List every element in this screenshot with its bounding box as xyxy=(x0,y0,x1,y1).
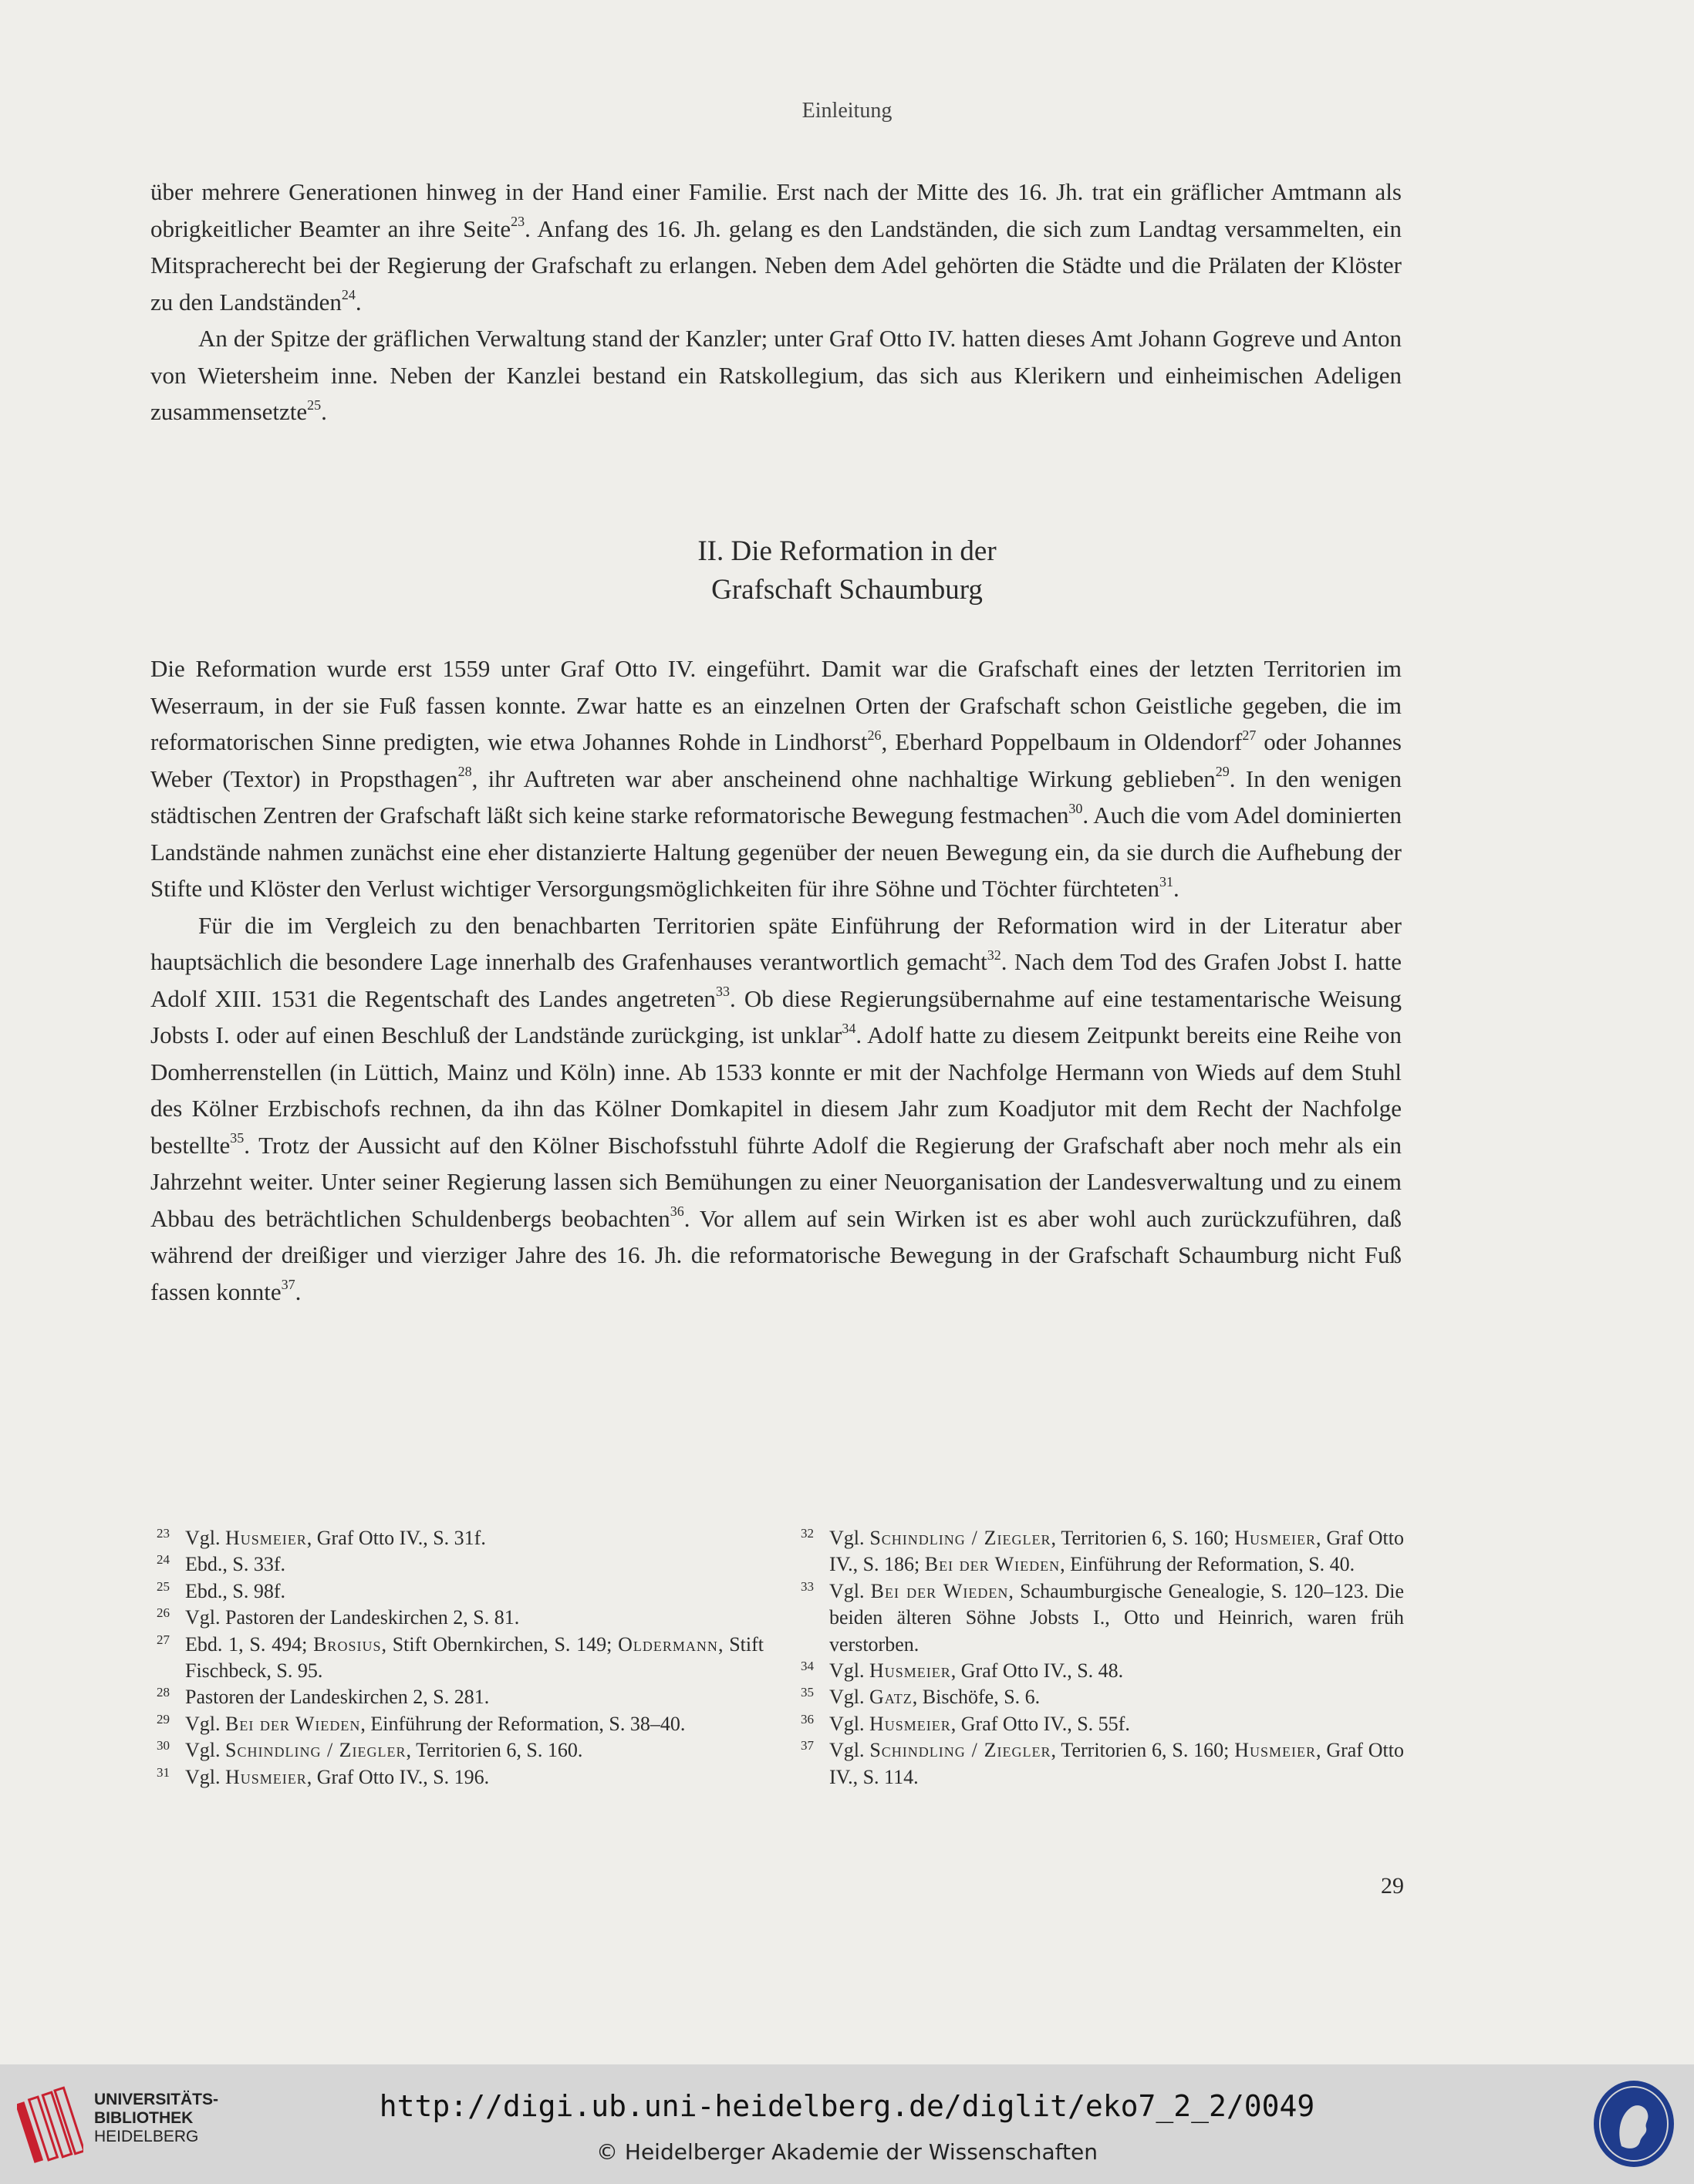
permalink-url[interactable]: http://digi.ub.uni-heidelberg.de/diglit/eko7_2_2/0049 xyxy=(379,2089,1315,2123)
footnote-ref[interactable]: 33 xyxy=(715,984,730,1000)
footnote xyxy=(795,1737,1404,1791)
author-name: Schindling / Ziegler xyxy=(225,1739,407,1762)
footnote-text: , Territorien 6, S. 160; xyxy=(1051,1527,1235,1549)
footnote-number: 33 xyxy=(801,1578,814,1594)
footnote-text: , Stift Obernkirchen, S. 149; xyxy=(381,1632,619,1656)
paragraph: über mehrere Generationen hinweg in der Hand einer Familie. Erst nach der Mitte des 16. Jh. trat ein gräflicher Amtmann als obrigkeitlicher Beamter an ihre Seite$^{23}$. Anfang des 16. Jh. gelang es den Landständen, die sich zum Landtag versammelten, ein Mitspracherecht bei der Regierung der Grafschaft zu erlangen. Neben dem Adel gehörten die Städte und die Prälaten der Klöster zu den Landständen$^{24}$. xyxy=(150,178,1402,316)
author-name: Husmeier xyxy=(225,1765,307,1788)
footnote-number: 32 xyxy=(801,1526,814,1541)
footnote xyxy=(150,1764,764,1791)
footnote-ref[interactable]: 25 xyxy=(307,397,322,413)
author-name: Bei der Wieden xyxy=(225,1712,361,1735)
footnote xyxy=(150,1605,764,1631)
author-name: Gatz xyxy=(869,1686,913,1709)
footnote-text: , Graf Otto IV., S. 31f. xyxy=(306,1527,486,1549)
footnote xyxy=(150,1578,764,1605)
footnote-number: 24 xyxy=(157,1552,170,1568)
footnote-text: , Territorien 6, S. 160. xyxy=(406,1739,583,1762)
author-name: Schindling / Ziegler xyxy=(869,1527,1051,1549)
footnote-number: 28 xyxy=(157,1685,170,1700)
author-name: Brosius xyxy=(313,1632,382,1656)
footnote xyxy=(150,1632,764,1685)
footnote-text: Vgl. xyxy=(829,1659,869,1683)
footnote-text: Vgl. xyxy=(185,1527,225,1549)
footnotes-left-column xyxy=(150,1525,764,1791)
footnote xyxy=(150,1551,764,1578)
author-name: Husmeier xyxy=(869,1712,951,1735)
footnote xyxy=(795,1684,1404,1710)
footnote-text: , Graf Otto IV., S. 186; xyxy=(829,1527,1405,1576)
footnote-ref[interactable]: 29 xyxy=(1215,764,1230,780)
footnote-text: Vgl. xyxy=(829,1739,870,1762)
page-number: 29 xyxy=(1381,1873,1404,1899)
footnote xyxy=(150,1684,764,1710)
footnote-text: Vgl. Pastoren der Landeskirchen 2, S. 81. xyxy=(185,1606,520,1629)
footnote-ref[interactable]: 34 xyxy=(842,1020,856,1036)
footnote-text: Ebd., S. 33f. xyxy=(185,1553,285,1576)
footnote-text: Vgl. xyxy=(185,1739,225,1762)
footnote-ref[interactable]: 36 xyxy=(670,1203,684,1220)
footnote-ref[interactable]: 23 xyxy=(511,214,525,230)
footnote-number: 34 xyxy=(801,1659,814,1674)
footnote-ref[interactable]: 37 xyxy=(281,1277,295,1293)
footnote-text: Vgl. xyxy=(829,1579,871,1602)
footnote-ref[interactable]: 32 xyxy=(987,947,1001,963)
footnote-number: 23 xyxy=(157,1526,170,1541)
author-name: Bei der Wieden xyxy=(924,1553,1061,1576)
footnote-ref[interactable]: 35 xyxy=(230,1130,245,1146)
footnote xyxy=(795,1658,1404,1684)
author-name: Schindling / Ziegler xyxy=(869,1739,1051,1762)
footnote xyxy=(150,1525,764,1551)
footnote-text: Vgl. xyxy=(829,1712,869,1735)
author-name: Husmeier xyxy=(1234,1739,1316,1762)
footnote-ref[interactable]: 26 xyxy=(867,727,882,743)
section-heading: II. Die Reformation in der Grafschaft Schaumburg xyxy=(697,535,997,606)
author-name: Oldermann xyxy=(618,1632,718,1656)
body-text-main xyxy=(150,650,1402,1310)
footnote-text: Vgl. xyxy=(829,1686,869,1709)
footnote-ref[interactable]: 27 xyxy=(1242,727,1257,743)
paragraph: Die Reformation wurde erst 1559 unter Graf Otto IV. eingeführt. Damit war die Grafschaft eines der letzten Territorien im Weserraum, in der sie Fuß fassen konnte. Zwar hatte es an einzelnen Orten der Grafschaft schon Geistliche gegeben, die im reformatorischen Sinne predigten, wie etwa Johannes Rohde in Lindhorst$^{26}$, Eberhard Poppelbaum in Oldendorf$^{27}$ oder Johannes Weber (Textor) in Propsthagen$^{28}$, ihr Auftreten war aber anscheinend ohne nachhaltige Wirkung geblieben$^{29}$. In den wenigen städtischen Zentren der Grafschaft läßt sich keine starke reformatorische Bewegung festmachen$^{30}$. Auch die vom Adel dominierten Landstände nahmen zunächst eine eher distanzierte Haltung gegenüber der neuen Bewegung ein, da sie durch die Aufhebung der Stifte und Klöster den Verlust wichtiger Versorgungsmöglichkeiten für ihre Söhne und Töchter fürchteten$^{31}$. xyxy=(150,655,1402,902)
footnote-number: 26 xyxy=(157,1605,170,1621)
footnote-text: , Einführung der Reformation, S. 38–40. xyxy=(360,1712,686,1735)
footnote-text: Ebd., S. 98f. xyxy=(185,1579,285,1602)
footnote-text: Pastoren der Landeskirchen 2, S. 281. xyxy=(185,1686,490,1709)
footnote-text: , Graf Otto IV., S. 55f. xyxy=(950,1712,1130,1735)
footnote xyxy=(795,1525,1404,1578)
academy-seal-icon[interactable] xyxy=(1591,2078,1677,2169)
footnote-number: 30 xyxy=(157,1738,170,1754)
author-name: Bei der Wieden xyxy=(870,1579,1009,1602)
running-head: Einleitung xyxy=(801,99,893,123)
footnote-ref[interactable]: 28 xyxy=(457,764,472,780)
author-name: Husmeier xyxy=(1234,1527,1316,1549)
footnote-text: , Bischöfe, S. 6. xyxy=(912,1686,1041,1709)
body-text-top xyxy=(150,174,1402,430)
footnote-ref[interactable]: 30 xyxy=(1068,800,1083,816)
footnote-text: , Graf Otto IV., S. 196. xyxy=(306,1765,490,1788)
footnotes-right-column xyxy=(795,1525,1404,1791)
footnote-text: , Stift Fischbeck, S. 95. xyxy=(185,1632,764,1683)
library-logo-text: UNIVERSITÄTS- BIBLIOTHEK HEIDELBERG xyxy=(94,2091,219,2145)
footnote xyxy=(795,1711,1404,1737)
copyright-notice: © Heidelberger Akademie der Wissenschaften xyxy=(596,2139,1098,2165)
paragraph: An der Spitze der gräflichen Verwaltung stand der Kanzler; unter Graf Otto IV. hatten dieses Amt Johann Gogreve und Anton von Wietersheim inne. Neben der Kanzlei bestand ein Ratskollegium, das sich aus Klerikern und einheimischen Adeligen zusammensetzte$^{25}$. xyxy=(150,325,1402,425)
paragraph: Für die im Vergleich zu den benachbarten Territorien späte Einführung der Reformation wird in der Literatur aber hauptsächlich die besondere Lage innerhalb des Grafenhauses verantwortlich gemacht$^{32}$. Nach dem Tod des Grafen Jobst I. hatte Adolf XIII. 1531 die Regentschaft des Landes angetreten$^{33}$. Ob diese Regierungsübernahme auf eine testamentarische Weisung Jobsts I. oder auf einen Beschluß der Landstände zurückging, ist unklar$^{34}$. Adolf hatte zu diesem Zeitpunkt bereits eine Reihe von Domherrenstellen (in Lüttich, Mainz und Köln) inne. Ab 1533 konnte er mit der Nachfolge Hermann von Wieds auf dem Stuhl des Kölner Erzbischofs rechnen, da ihn das Kölner Domkapitel in diesem Jahr zum Koadjutor mit dem Recht der Nachfolge bestellte$^{35}$. Trotz der Aussicht auf den Kölner Bischofsstuhl führte Adolf die Regierung der Grafschaft aber noch mehr als ein Jahrzehnt weiter. Unter seiner Regierung lassen sich Bemühungen zu einer Neuorganisation der Landesverwaltung und zu einem Abbau des beträchtlichen Schuldenbergs beobachten$^{36}$. Vor allem auf sein Wirken ist es aber wohl auch zurückzuführen, daß während der dreißiger und vierziger Jahre des 16. Jh. die reformatorische Bewegung in der Grafschaft Schaumburg nicht Fuß fassen konnte$^{37}$. xyxy=(150,911,1402,1305)
author-name: Husmeier xyxy=(869,1659,951,1683)
footnote-number: 31 xyxy=(157,1764,170,1780)
viewer-footer xyxy=(0,2064,1694,2184)
footnote-text: , Schaumburgische Genealogie, S. 120–123. Die beiden älteren Söhne Jobsts I., Otto und Heinrich, waren früh verstorben. xyxy=(829,1579,1405,1656)
footnote-text: Vgl. xyxy=(829,1527,870,1549)
footnote-text: Ebd. 1, S. 494; xyxy=(185,1632,314,1656)
footnote-text: , Einführung der Reformation, S. 40. xyxy=(1060,1553,1355,1576)
footnote-text: , Graf Otto IV., S. 114. xyxy=(829,1739,1405,1788)
footnote-text: Vgl. xyxy=(185,1712,225,1735)
footnote-text: Vgl. xyxy=(185,1765,225,1788)
author-name: Husmeier xyxy=(225,1527,307,1549)
footnote-number: 25 xyxy=(157,1578,170,1594)
footnote-number: 29 xyxy=(157,1711,170,1727)
footnote xyxy=(150,1737,764,1764)
footnote xyxy=(795,1578,1404,1658)
footnote-number: 36 xyxy=(801,1711,814,1727)
footnote-text: , Territorien 6, S. 160; xyxy=(1051,1739,1235,1762)
footnote-number: 35 xyxy=(801,1685,814,1700)
footnote-ref[interactable]: 24 xyxy=(341,287,356,303)
footnote-number: 27 xyxy=(157,1632,170,1647)
footnote-ref[interactable]: 31 xyxy=(1159,873,1174,889)
footnote-text: , Graf Otto IV., S. 48. xyxy=(950,1659,1124,1683)
footnote-number: 37 xyxy=(801,1738,814,1754)
footnote xyxy=(150,1711,764,1737)
